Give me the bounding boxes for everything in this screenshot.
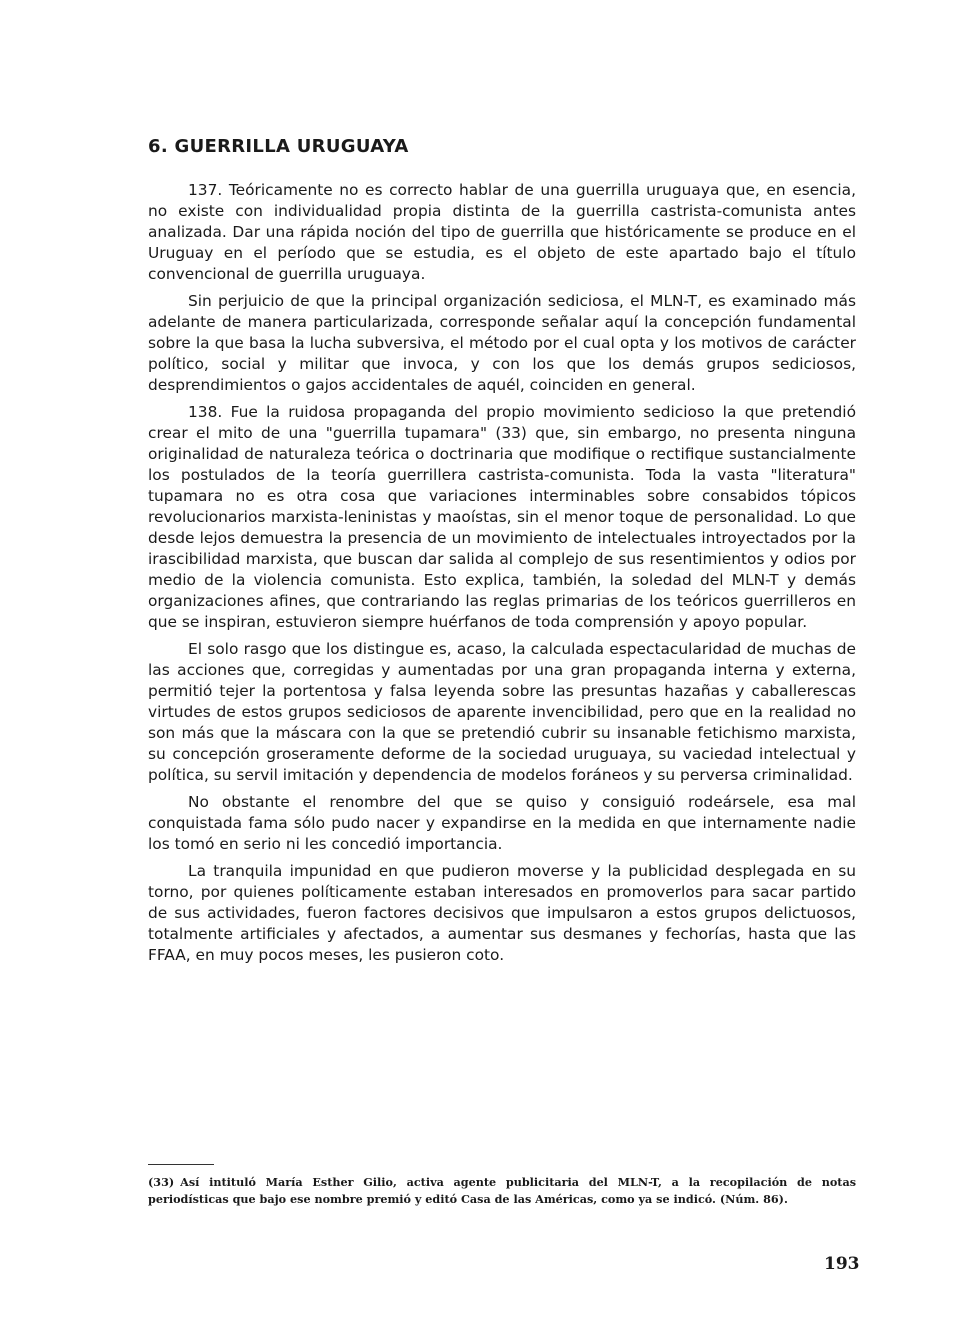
paragraph-impunidad: La tranquila impunidad en que pudieron moverse y la publicidad desplegada en su torno, por quienes políticamente estaban interesados en promoverlos para sacar partido de sus actividades, fueron factores decisivos que impulsaron a estos grupos delictuosos, totalmente artificiales y afectados, a aumentar sus desmanes y fechorías, hasta que las FFAA, en muy pocos meses, les pusieron coto. [148, 862, 856, 964]
paragraph-rasgo: El solo rasgo que los distingue es, acaso, la calculada espectacularidad de muchas de las acciones que, corregidas y aumentadas por una gran propaganda interna y externa, permitió tejer la portentosa y falsa leyenda sobre las presuntas hazañas y caballerescas virtudes de estos grupos sediciosos de aparente invencibilidad, pero que en la realidad no son más que la máscara con la que se pretendió cubrir su insanable fetichismo marxista, su concepción groseramente deforme de la sociedad uruguaya, su vaciedad intelectual y política, su servil imitación y dependencia de modelos foráneos y su perversa criminalidad. [148, 640, 856, 784]
page-number: 193 [824, 1254, 860, 1274]
footnote [148, 1174, 856, 1208]
paragraph-137: 137. Teóricamente no es correcto hablar de una guerrilla uruguaya que, en esencia, no existe con individualidad propia distinta de la guerrilla castrista-comunista antes analizada. Dar una rápida noción del tipo de guerrilla que históricamente se produce en el Uruguay en el período que se estudia, es el objeto de este apartado bajo el título convencional de guerrilla uruguaya. [148, 181, 856, 283]
body-text [148, 180, 856, 972]
paragraph-mln-t: Sin perjuicio de que la principal organización sediciosa, el MLN-T, es examinado más adelante de manera particularizada, corresponde señalar aquí la concepción fundamental sobre la que basa la lucha subversiva, el método por el cual opta y los motivos de carácter político, social y militar que invoca, y con los que los demás grupos sediciosos, desprendimientos o gajos accidentales de aquél, coinciden en general. [148, 292, 856, 394]
footnote-text: Así intituló María Esther Gilio, activa agente publicitaria del MLN-T, a la recopilación de notas periodísticas que bajo ese nombre premió y editó Casa de las Américas, como ya se indicó. (Núm. 86). [148, 1175, 856, 1206]
paragraph-138: 138. Fue la ruidosa propaganda del propio movimiento sedicioso la que pretendió crear el mito de una "guerrilla tupamara" (33) que, sin embargo, no presenta ninguna originalidad de naturaleza teórica o doctrinaria que modifique o rectifique sustancialmente los postulados de la teoría guerrillera castrista-comunista. Toda la vasta "literatura" tupamara no es otra cosa que variaciones interminables sobre consabidos tópicos revolucionarios marxista-leninistas y maoístas, sin el menor toque de personalidad. Lo que desde lejos demuestra la presencia de un movimiento de intelectuales introyectados por la irascibilidad marxista, que buscan dar salida al complejo de sus resentimientos y odios por medio de la violencia comunista. Esto explica, también, la soledad del MLN-T y demás organizaciones afines, que contrariando las reglas primarias de los teóricos guerrilleros en que se inspiran, estuvieron siempre huérfanos de toda comprensión y apoyo popular. [148, 403, 856, 631]
footnote-separator [148, 1164, 214, 1165]
paragraph-renombre: No obstante el renombre del que se quiso y consiguió rodeársele, esa mal conquistada fama sólo pudo nacer y expandirse en la medida en que internamente nadie los tomó en serio ni les concedió importancia. [148, 793, 856, 853]
section-heading: 6. GUERRILLA URUGUAYA [148, 136, 409, 157]
footnote-number: (33) [148, 1175, 175, 1189]
